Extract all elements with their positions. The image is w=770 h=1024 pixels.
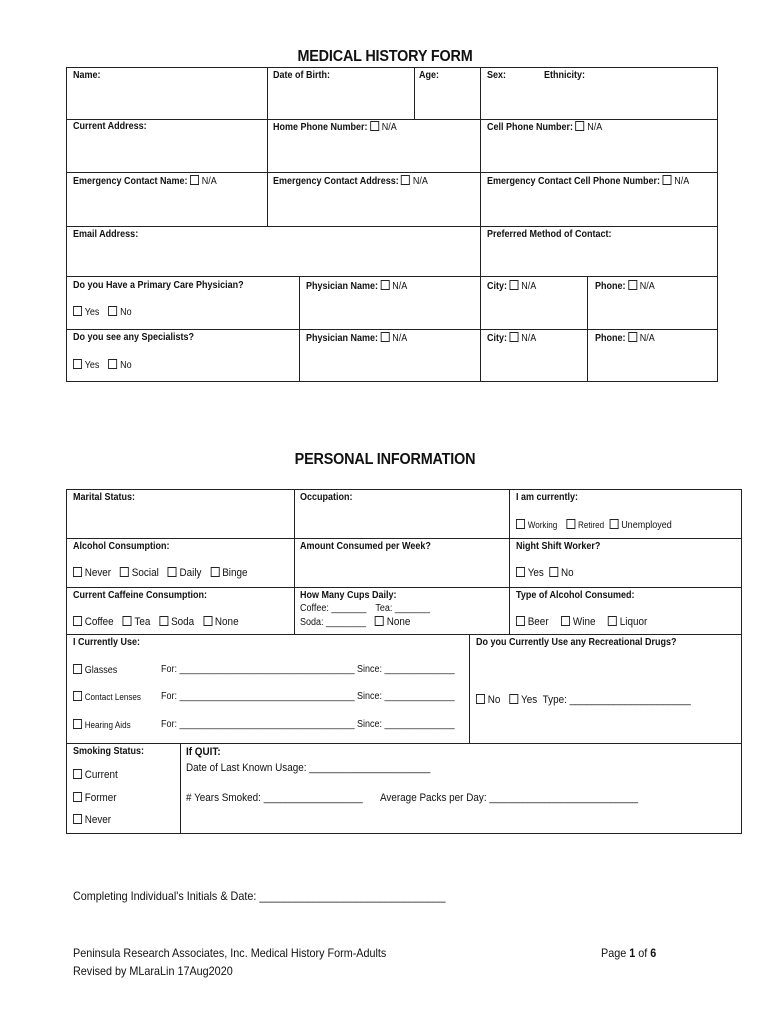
years-smoked-line: # Years Smoked: __________________ [186, 792, 363, 804]
primary-no-checkbox[interactable] [108, 306, 117, 316]
smoke-never-option: Never [73, 814, 111, 826]
primary-physician-options: Yes No [73, 306, 132, 318]
dob-label: Date of Birth: [273, 70, 331, 81]
preferred-contact-label: Preferred Method of Contact: [487, 229, 612, 240]
contacts-option: Contact Lenses [73, 691, 141, 703]
revised-footer: Revised by MLaraLin 17Aug2020 [73, 964, 233, 978]
hearing-for-line: For: ___________________________________ [161, 719, 355, 730]
packs-per-day-line: Average Packs per Day: ___________________________ [380, 792, 638, 804]
specialist-question: Do you see any Specialists? [73, 332, 195, 343]
smoke-current-checkbox[interactable] [73, 769, 82, 779]
primary-yes-checkbox[interactable] [73, 306, 82, 316]
personal-info-title: PERSONAL INFORMATION [294, 451, 476, 468]
age-label: Age: [419, 70, 440, 81]
glasses-for-line: For: ___________________________________ [161, 664, 355, 675]
primary-city-label: City: N/A [487, 281, 537, 292]
coffee-checkbox[interactable] [73, 616, 82, 626]
page-number: Page 1 of 6 [601, 946, 657, 960]
drugs-question: Do you Currently Use any Recreational Drugs? [476, 637, 677, 648]
specialist-phone-na-checkbox[interactable] [628, 332, 637, 342]
emergency-address-label: Emergency Contact Address: N/A [273, 176, 428, 187]
caffeine-options: Coffee Tea Soda None [73, 616, 239, 628]
alcohol-binge-checkbox[interactable] [210, 567, 219, 577]
emergency-name-na-checkbox[interactable] [190, 175, 199, 185]
drugs-options: No Yes Type: ______________________ [476, 694, 691, 706]
name-label: Name: [73, 70, 101, 81]
primary-phone-na-checkbox[interactable] [628, 280, 637, 290]
cups-none-checkbox[interactable] [375, 616, 384, 626]
employment-options: Working Retired Unemployed [516, 519, 672, 531]
alcohol-type-options: Beer Wine Liquor [516, 616, 647, 628]
primary-physician-na-checkbox[interactable] [381, 280, 390, 290]
primary-physician-name-label: Physician Name: N/A [306, 281, 408, 292]
night-shift-yes-checkbox[interactable] [516, 567, 525, 577]
glasses-since-line: Since: ______________ [357, 664, 455, 675]
smoke-former-checkbox[interactable] [73, 792, 82, 802]
medical-form-title: MEDICAL HISTORY FORM [297, 48, 473, 65]
beer-checkbox[interactable] [516, 616, 525, 626]
contacts-for-line: For: ___________________________________ [161, 691, 355, 702]
specialist-phone-label: Phone: N/A [595, 333, 655, 344]
specialist-no-checkbox[interactable] [108, 359, 117, 369]
caffeine-label: Current Caffeine Consumption: [73, 590, 208, 601]
primary-city-na-checkbox[interactable] [510, 280, 519, 290]
currently-label: I am currently: [516, 492, 579, 503]
unemployed-checkbox[interactable] [609, 519, 618, 529]
company-footer: Peninsula Research Associates, Inc. Medical History Form-Adults [73, 946, 387, 960]
specialist-city-label: City: N/A [487, 333, 537, 344]
specialist-city-na-checkbox[interactable] [510, 332, 519, 342]
alcohol-daily-checkbox[interactable] [168, 567, 177, 577]
contacts-checkbox[interactable] [73, 691, 82, 701]
alcohol-consumption-label: Alcohol Consumption: [73, 541, 170, 552]
working-checkbox[interactable] [516, 519, 525, 529]
caffeine-none-checkbox[interactable] [203, 616, 212, 626]
hearing-since-line: Since: ______________ [357, 719, 455, 730]
contacts-since-line: Since: ______________ [357, 691, 455, 702]
if-quit-label: If QUIT: [186, 746, 221, 758]
emergency-cell-na-checkbox[interactable] [663, 175, 672, 185]
night-shift-label: Night Shift Worker? [516, 541, 601, 552]
specialist-physician-name-label: Physician Name: N/A [306, 333, 408, 344]
cell-phone-label: Cell Phone Number: N/A [487, 122, 603, 133]
initials-date-label: Completing Individual's Initials & Date: _______________________________ [73, 889, 446, 903]
soda-checkbox[interactable] [159, 616, 168, 626]
wine-checkbox[interactable] [561, 616, 570, 626]
drugs-yes-checkbox[interactable] [509, 694, 518, 704]
retired-checkbox[interactable] [566, 519, 575, 529]
occupation-label: Occupation: [300, 492, 353, 503]
hearing-option: Hearing Aids [73, 719, 131, 731]
cups-daily-label: How Many Cups Daily: [300, 590, 397, 601]
primary-phone-label: Phone: N/A [595, 281, 655, 292]
specialist-yes-checkbox[interactable] [73, 359, 82, 369]
alcohol-type-label: Type of Alcohol Consumed: [516, 590, 635, 601]
home-phone-label: Home Phone Number: N/A [273, 122, 397, 133]
specialist-physician-na-checkbox[interactable] [381, 332, 390, 342]
drugs-no-checkbox[interactable] [476, 694, 485, 704]
alcohol-options: Never Social Daily Binge [73, 567, 248, 579]
emergency-address-na-checkbox[interactable] [401, 175, 410, 185]
currently-use-label: I Currently Use: [73, 637, 141, 648]
night-shift-no-checkbox[interactable] [549, 567, 558, 577]
last-usage-line: Date of Last Known Usage: ______________________ [186, 762, 431, 774]
alcohol-social-checkbox[interactable] [120, 567, 129, 577]
night-shift-options: Yes No [516, 567, 574, 579]
alcohol-never-checkbox[interactable] [73, 567, 82, 577]
glasses-option: Glasses [73, 664, 117, 676]
glasses-checkbox[interactable] [73, 664, 82, 674]
primary-physician-question: Do you Have a Primary Care Physician? [73, 280, 244, 291]
amount-week-label: Amount Consumed per Week? [300, 541, 431, 552]
soda-cups-line: Soda: ________ None [300, 616, 411, 628]
smoke-former-option: Former [73, 792, 117, 804]
smoking-status-label: Smoking Status: [73, 746, 145, 757]
hearing-checkbox[interactable] [73, 719, 82, 729]
emergency-name-label: Emergency Contact Name: N/A [73, 176, 217, 187]
home-phone-na-checkbox[interactable] [370, 121, 379, 131]
marital-status-label: Marital Status: [73, 492, 136, 503]
sex-label: Sex: [487, 70, 507, 81]
smoke-current-option: Current [73, 769, 118, 781]
email-label: Email Address: [73, 229, 139, 240]
emergency-cell-label: Emergency Contact Cell Phone Number: N/A [487, 176, 690, 187]
address-label: Current Address: [73, 121, 147, 132]
liquor-checkbox[interactable] [608, 616, 617, 626]
smoke-never-checkbox[interactable] [73, 814, 82, 824]
specialist-options: Yes No [73, 359, 132, 371]
ethnicity-label: Ethnicity: [544, 70, 586, 81]
coffee-cups-line: Coffee: _______ Tea: _______ [300, 603, 430, 614]
cell-phone-na-checkbox[interactable] [576, 121, 585, 131]
tea-checkbox[interactable] [123, 616, 132, 626]
